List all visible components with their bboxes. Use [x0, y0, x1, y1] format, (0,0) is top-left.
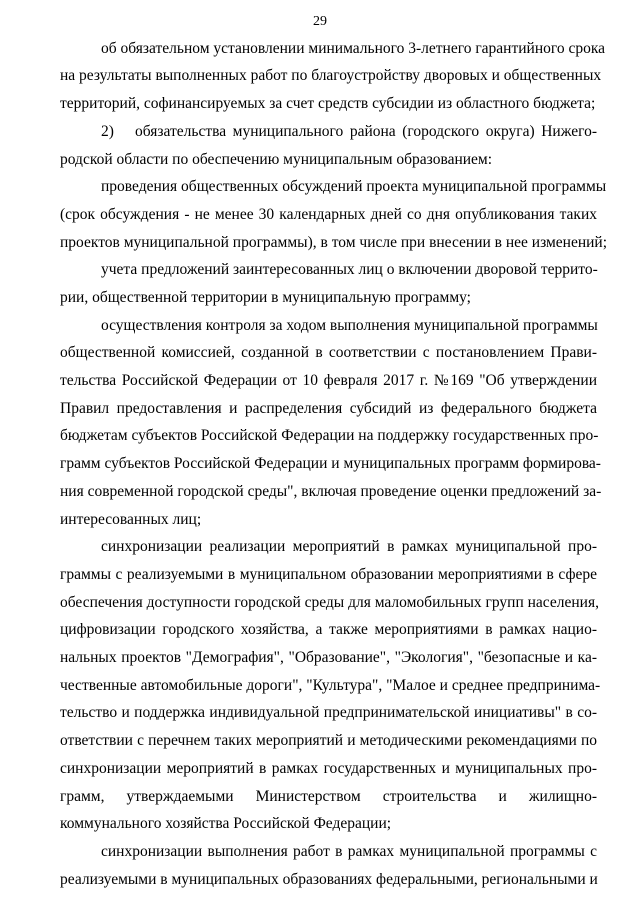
- text-line: грамм субъектов Российской Федерации и муниципальных программ формирова-: [60, 455, 601, 472]
- text-line: синхронизации мероприятий в рамках государственных и муниципальных про-: [60, 760, 597, 777]
- text-line: Правил предоставления и распределения субсидий из федерального бюджета: [60, 400, 597, 417]
- text-line: рии, общественной территории в муниципальную программу;: [60, 289, 471, 306]
- text-line: ния современной городской среды", включая проведение оценки предложений за-: [60, 483, 602, 500]
- text-line: тельства Российской Федерации от 10 февраля 2017 г. №169 "Об утверждении: [60, 372, 597, 389]
- text-line: проведения общественных обсуждений проекта муниципальной программы: [101, 178, 607, 195]
- text-line: граммы с реализуемыми в муниципальном образовании мероприятиями в сфере: [60, 566, 597, 583]
- text-line: коммунального хозяйства Российской Федерации;: [60, 815, 392, 832]
- text-line: интересованных лиц;: [60, 511, 202, 528]
- text-line: осуществления контроля за ходом выполнения муниципальной программы: [101, 317, 598, 334]
- page-number: 29: [313, 14, 327, 29]
- text-line-content: обязательства муниципального района (городского округа) Нижего-: [135, 123, 597, 140]
- text-line: грамм, утверждаемыми Министерством строительства и жилищно-: [60, 788, 597, 805]
- list-item-number: 2): [101, 123, 114, 140]
- text-line: об обязательном установлении минимального 3-летнего гарантийного срока: [101, 40, 606, 57]
- text-line: на результаты выполненных работ по благоустройству дворовых и общественных: [60, 67, 602, 84]
- text-line: синхронизации реализации мероприятий в рамках муниципальной про-: [101, 538, 597, 555]
- text-line: ответствии с перечнем таких мероприятий и методическими рекомендациями по: [60, 732, 597, 749]
- text-line: (срок обсуждения - не менее 30 календарных дней со дня опубликования таких: [60, 206, 597, 223]
- text-line: учета предложений заинтересованных лиц о включении дворовой террито-: [101, 261, 598, 278]
- text-line: реализуемыми в муниципальных образованиях федеральными, региональными и: [60, 871, 598, 888]
- text-line: цифровизации городского хозяйства, а также мероприятиями в рамках нацио-: [60, 621, 597, 638]
- text-line: чественные автомобильные дороги", "Культура", "Малое и среднее предпринима-: [60, 677, 601, 694]
- text-line: проектов муниципальной программы), в том числе при внесении в нее изменений;: [60, 234, 608, 251]
- text-line: территорий, софинансируемых за счет средств субсидии из областного бюджета;: [60, 95, 596, 112]
- text-line: обеспечения доступности городской среды для маломобильных групп населения,: [60, 594, 599, 611]
- text-line: тельство и поддержка индивидуальной предпринимательской инициативы" в со-: [60, 704, 597, 721]
- text-line: нальных проектов "Демография", "Образование", "Экология", "безопасные и ка-: [60, 649, 597, 666]
- text-line: родской области по обеспечению муниципальным образованием:: [60, 151, 493, 168]
- text-line: [101, 122, 597, 142]
- text-line: бюджетам субъектов Российской Федерации на поддержку государственных про-: [60, 427, 599, 444]
- text-line: синхронизации выполнения работ в рамках муниципальной программы с: [101, 843, 597, 860]
- text-line: общественной комиссией, созданной в соответствии с постановлением Прави-: [60, 344, 597, 361]
